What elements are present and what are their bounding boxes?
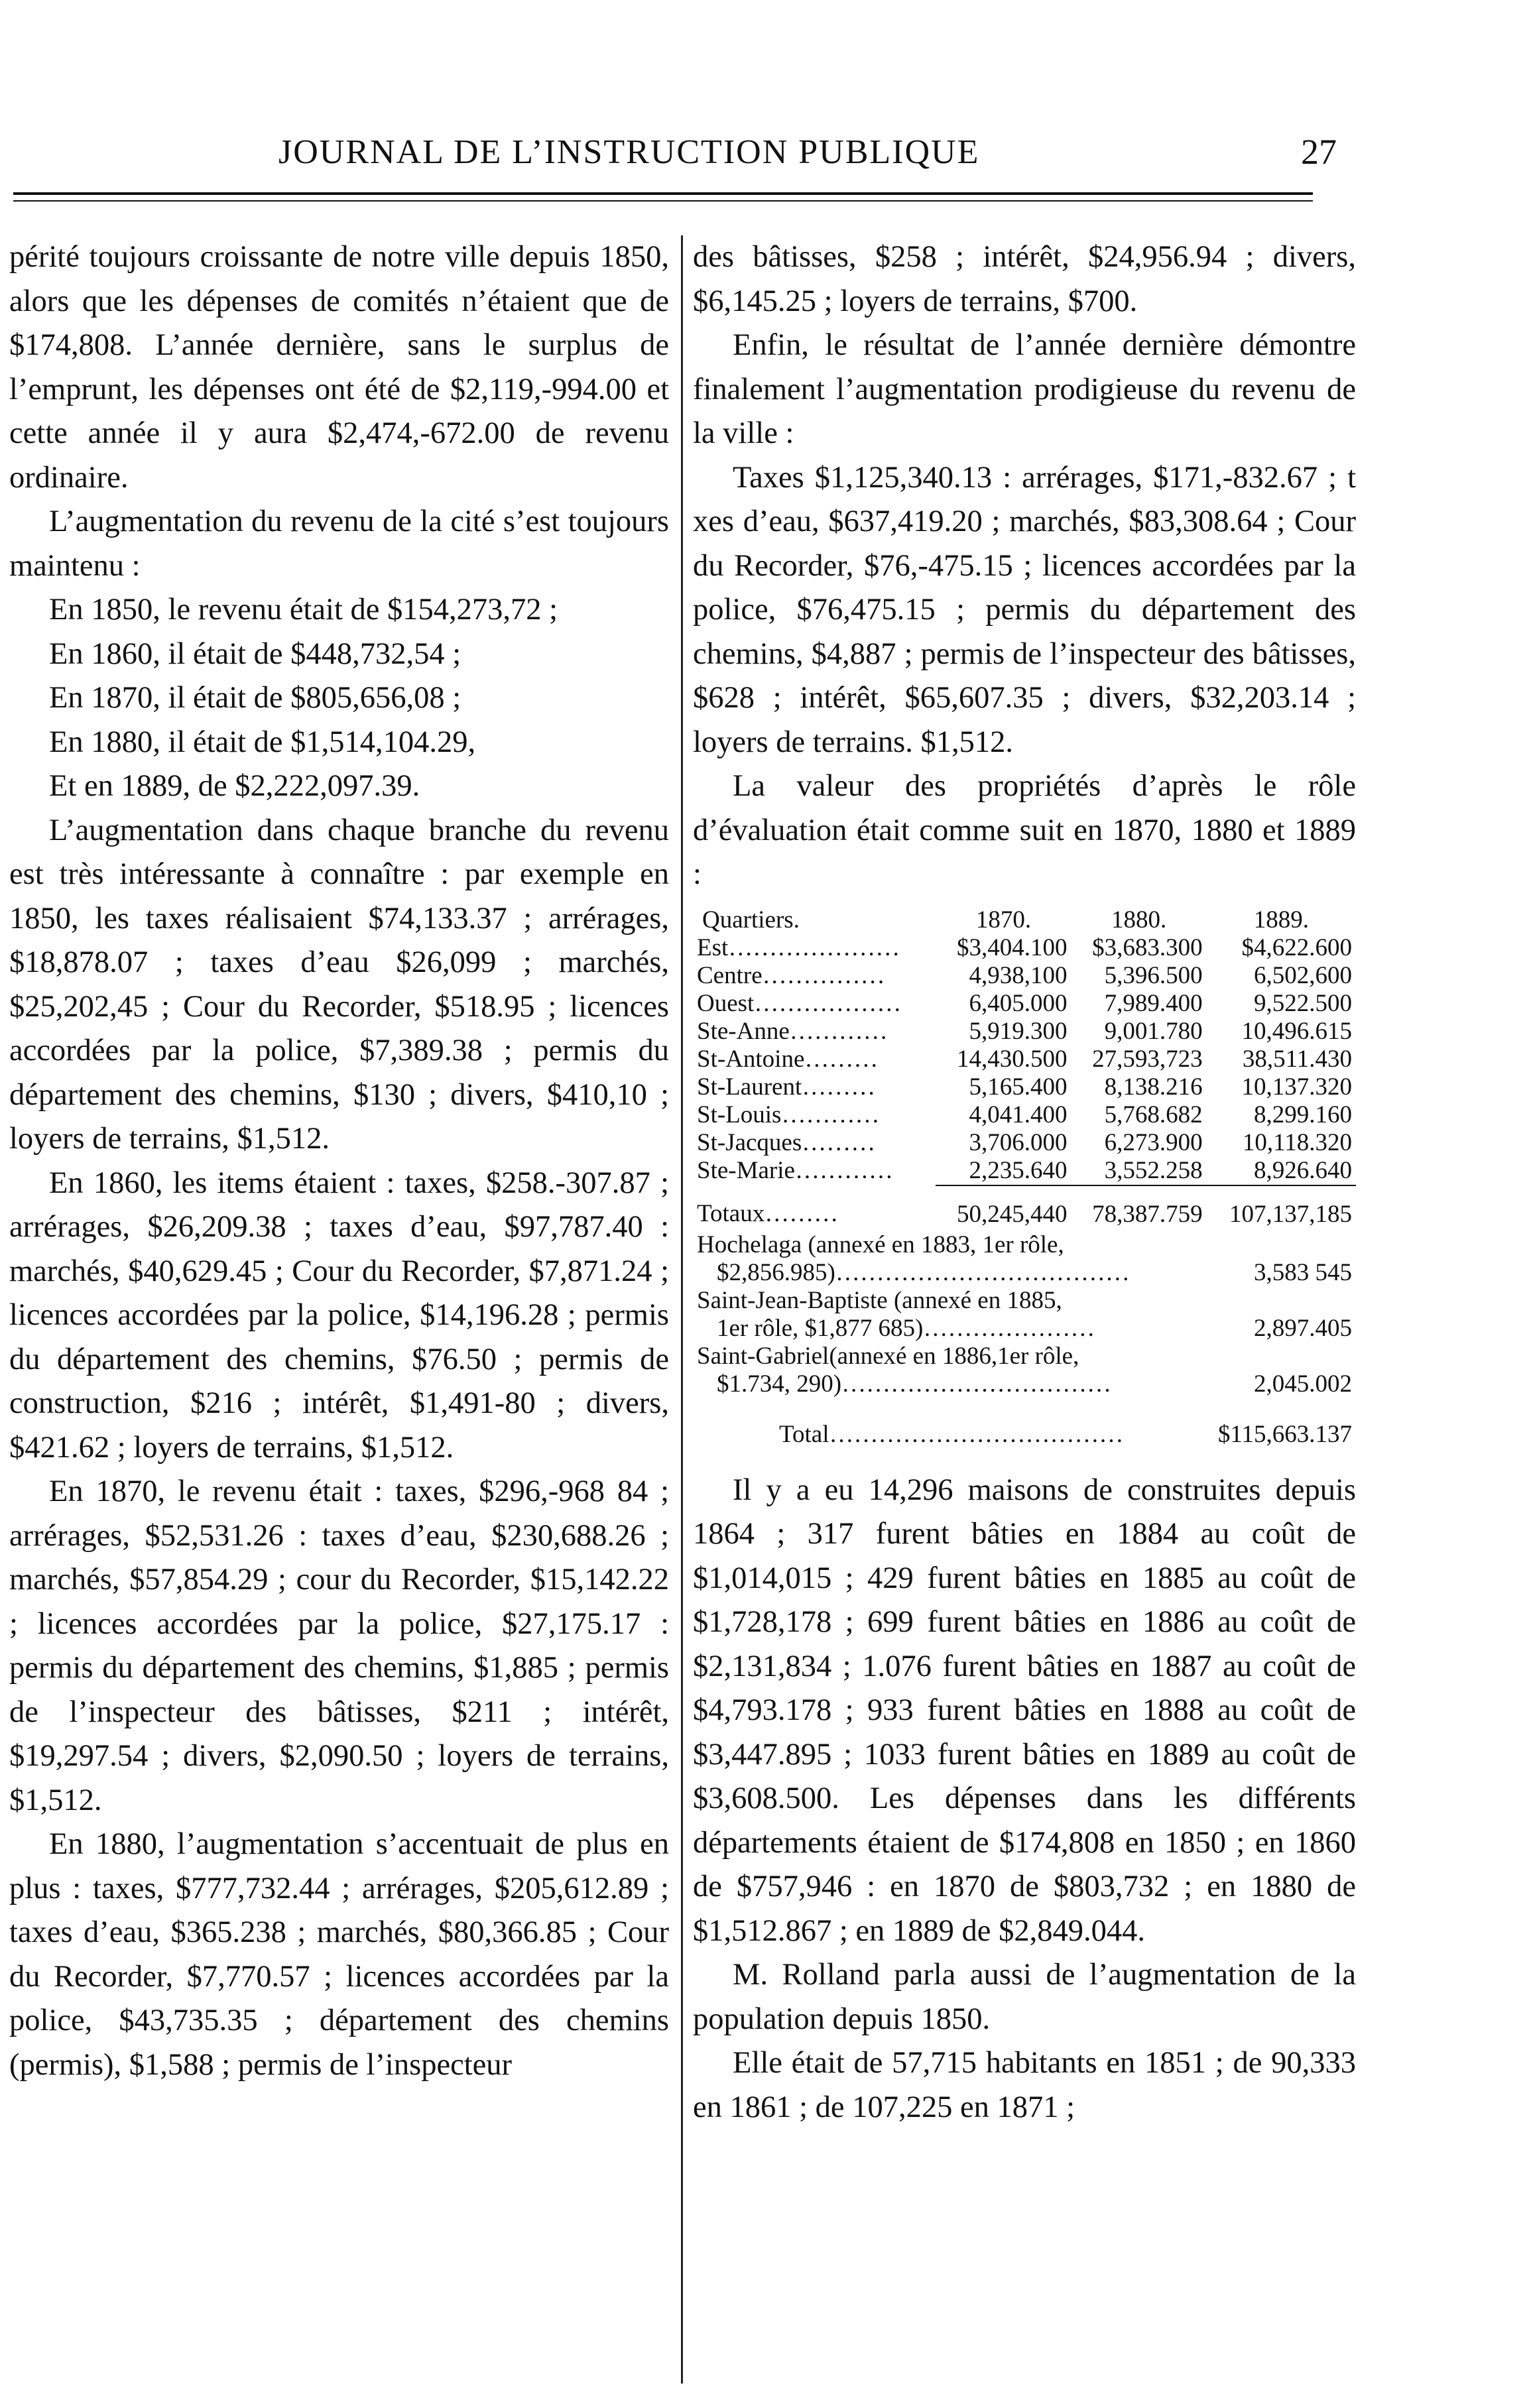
- paragraph: En 1860, les items étaient : taxes, $258.-307.87 ; arrérages, $26,209.38 ; taxes d’eau, $97,787.40 : marchés, $40,629.45 ; Cour du Recorder, $7,871.24 ; licences accordées par la police, $14,196.28 ; permis du département des chemins, $76.50 ; permis de construction, $216 ; intérêt, $1,491-80 ; divers, $421.62 ; loyers de terrains, $1,512.: [9, 1166, 669, 1465]
- value-cell: $3,683.300: [1092, 933, 1203, 961]
- page-header: [0, 119, 1531, 192]
- annexed-label: Saint-Gabriel(annexé en 1886,1er rôle,: [697, 1342, 1079, 1370]
- totals-row: [693, 1185, 1356, 1229]
- table-row: [693, 990, 1356, 1018]
- value-cell: 3,552.258: [1104, 1156, 1203, 1184]
- value-cell: 5,768.682: [1104, 1101, 1203, 1128]
- page-number: 27: [1301, 132, 1337, 172]
- quarter-name: Centre……………: [697, 961, 885, 989]
- paragraph: La valeur des propriétés d’après le rôle d’évaluation était comme suit en 1870, 1880 et 1889 :: [693, 769, 1356, 891]
- column-header: 1870.: [975, 906, 1032, 933]
- quarter-name: Ouest………………: [697, 989, 902, 1017]
- grand-total-value: $115,663.137: [1217, 1420, 1352, 1448]
- annexed-detail: $2,856.985)………………………………: [717, 1258, 1130, 1286]
- table-row: [693, 1046, 1356, 1073]
- paragraph: En 1880, l’augmentation s’accentuait de plus en plus : taxes, $777,732.44 ; arrérages, $205,612.89 ; taxes d’eau, $365.238 ; marchés, $80,366.85 ; Cour du Recorder, $7,770.57 ; licences accordées par la police, $43,735.35 ; département des chemins (permis), $1,588 ; permis de l’inspecteur: [9, 1827, 669, 2082]
- quarter-name: St-Antoine………: [697, 1045, 879, 1073]
- revenue-list-item: En 1860, il était de $448,732,54 ;: [49, 636, 461, 671]
- value-cell: 5,919.300: [969, 1017, 1068, 1045]
- revenue-list-item: En 1880, il était de $1,514,104.29,: [49, 725, 476, 759]
- value-cell: 6,502,600: [1254, 961, 1352, 989]
- column-header: Quartiers.: [702, 906, 800, 933]
- value-cell: 6,273.900: [1104, 1128, 1203, 1156]
- header-rule: [0, 192, 1531, 206]
- paragraph: Enfin, le résultat de l’année dernière démontre finalement l’augmentation prodigieuse du revenu de la ville :: [693, 328, 1356, 450]
- valuation-table: [693, 906, 1356, 1229]
- table-row: [693, 962, 1356, 990]
- paragraph: En 1870, le revenu était : taxes, $296,-968 84 ; arrérages, $52,531.26 : taxes d’eau, $230,688.26 ; marchés, $57,854.29 ; cour du Recorder, $15,142.22 ; licences accordées par la police, $27,175.17 : permis du département des chemins, $1,885 ; permis de l’inspecteur des bâtisses, $211 ; intérêt, $19,297.54 ; divers, $2,090.50 ; loyers de terrains, $1,512.: [9, 1475, 669, 1817]
- quarter-name: Est…………………: [697, 933, 900, 961]
- value-cell: 14,430.500: [957, 1045, 1068, 1073]
- paragraph: Elle était de 57,715 habitants en 1851 ; de 90,333 en 1861 ; de 107,225 en 1871 ;: [693, 2046, 1356, 2124]
- revenue-list-item: En 1850, le revenu était de $154,273,72 ;: [49, 593, 558, 627]
- value-cell: 9,001.780: [1104, 1017, 1203, 1045]
- annexed-label: Hochelaga (annexé en 1883, 1er rôle,: [697, 1231, 1064, 1258]
- quarter-name: St-Louis…………: [697, 1101, 880, 1128]
- grand-total-label: Total………………………………: [779, 1420, 1124, 1448]
- value-cell: 4,041.400: [969, 1101, 1068, 1128]
- quarter-name: St-Laurent………: [697, 1073, 876, 1101]
- annexed-item: [693, 1343, 1356, 1370]
- paragraph: L’augmentation du revenu de la cité s’est toujours maintenu :: [9, 505, 669, 583]
- revenue-list-item: En 1870, il était de $805,656,08 ;: [49, 681, 461, 715]
- value-cell: 27,593,723: [1092, 1045, 1203, 1073]
- totals-label: Totaux………: [697, 1200, 839, 1227]
- left-column: [9, 235, 669, 2370]
- annexed-item-detail: [693, 1370, 1356, 1398]
- table-row: [693, 1018, 1356, 1046]
- grand-total-row: [693, 1421, 1356, 1449]
- column-header: 1889.: [1253, 906, 1309, 933]
- paragraph: des bâtisses, $258 ; intérêt, $24,956.94 ; divers, $6,145.25 ; loyers de terrains, $700.: [693, 240, 1356, 318]
- annexed-value: 2,897.405: [1254, 1314, 1352, 1342]
- value-cell: 10,496.615: [1241, 1017, 1352, 1045]
- annexed-value: 3,583 545: [1254, 1258, 1352, 1286]
- totals-value: 78,387.759: [1072, 1185, 1207, 1229]
- annexed-item: [693, 1231, 1356, 1259]
- value-cell: $3,404.100: [957, 933, 1068, 961]
- value-cell: 6,405.000: [969, 989, 1068, 1017]
- paragraph: M. Rolland parla aussi de l’augmentation de la population depuis 1850.: [693, 1958, 1356, 2036]
- paragraph: L’augmentation dans chaque branche du revenu est très intéressante à connaître : par exemple en 1850, les taxes réalisaient $74,133.37 ; arrérages, $18,878.07 ; taxes d’eau $26,099 ; marchés, $25,202,45 ; Cour du Recorder, $518.95 ; licences accordées par la police, $7,389.38 ; permis du département des chemins, $130 ; divers, $410,10 ; loyers de terrains, $1,512.: [9, 813, 669, 1156]
- annexed-item: [693, 1287, 1356, 1315]
- annexed-detail: $1.734, 290)……………………………: [717, 1370, 1112, 1398]
- annexed-label: Saint-Jean-Baptiste (annexé en 1885,: [697, 1286, 1062, 1314]
- quarter-name: Ste-Marie…………: [697, 1157, 893, 1184]
- value-cell: 8,299.160: [1254, 1101, 1352, 1128]
- annexed-item-detail: [693, 1259, 1356, 1287]
- value-cell: 7,989.400: [1104, 989, 1203, 1017]
- value-cell: 38,511.430: [1242, 1045, 1352, 1073]
- value-cell: 9,522.500: [1254, 989, 1352, 1017]
- running-head: JOURNAL DE L’INSTRUCTION PUBLIQUE: [278, 133, 980, 171]
- value-cell: $4,622.600: [1241, 933, 1352, 961]
- value-cell: 4,938,100: [969, 961, 1068, 989]
- value-cell: 8,926.640: [1254, 1156, 1352, 1184]
- quarter-name: St-Jacques………: [697, 1128, 876, 1156]
- annexed-item-detail: [693, 1315, 1356, 1343]
- value-cell: 3,706.000: [969, 1128, 1068, 1156]
- annexed-detail: 1er rôle, $1,877 685)…………………: [717, 1314, 1095, 1342]
- table-row: [693, 1157, 1356, 1185]
- annexed-list: [693, 1231, 1356, 1398]
- table-row: [693, 1101, 1356, 1129]
- value-cell: 8,138.216: [1104, 1073, 1203, 1101]
- totals-value: 50,245,440: [936, 1185, 1071, 1229]
- value-cell: 10,118.320: [1242, 1128, 1352, 1156]
- paragraph: Taxes $1,125,340.13 : arrérages, $171,-832.67 ; t xes d’eau, $637,419.20 ; marchés, $83,308.64 ; Cour du Recorder, $76,-475.15 ; licences accordées par la police, $76,475.15 ; permis du département des chemins, $4,887 ; permis de l’inspecteur des bâtisses, $628 ; intérêt, $65,607.35 ; divers, $32,203.14 ; loyers de terrains. $1,512.: [693, 460, 1356, 759]
- annexed-value: 2,045.002: [1254, 1370, 1352, 1398]
- value-cell: 5,165.400: [969, 1073, 1068, 1101]
- table-header-row: [693, 906, 1356, 934]
- paragraph: périté toujours croissante de notre ville depuis 1850, alors que les dépenses de comités n’étaient que de $174,808. L’année dernière, sans le surplus de l’emprunt, les dépenses ont été de $2,119,-994.00 et cette année il y aura $2,474,-672.00 de revenu ordinaire.: [9, 240, 669, 495]
- column-header: 1880.: [1111, 906, 1167, 933]
- totals-value: 107,137,185: [1207, 1185, 1356, 1229]
- column-divider: [681, 235, 683, 2383]
- table-row: [693, 1129, 1356, 1157]
- table-row: [693, 934, 1356, 962]
- right-column: [693, 235, 1356, 2370]
- revenue-list-item: Et en 1889, de $2,222,097.39.: [49, 769, 420, 803]
- paragraph: Il y a eu 14,296 maisons de construites depuis 1864 ; 317 furent bâties en 1884 au coût de $1,014,015 ; 429 furent bâties en 1885 au coût de $1,728,178 ; 699 furent bâties en 1886 au coût de $2,131,834 ; 1.076 furent bâties en 1887 au coût de $4,793.178 ; 933 furent bâties en 1888 au coût de $3,447.895 ; 1033 furent bâties en 1889 au coût de $3,608.500. Les dépenses dans les différents départements étaient de $174,808 en 1850 ; en 1860 de $757,946 : en 1870 de $803,732 ; en 1880 de $1,512.867 ; en 1889 de $2,849.044.: [693, 1473, 1356, 1948]
- value-cell: 5,396.500: [1104, 961, 1203, 989]
- quarter-name: Ste-Anne…………: [697, 1017, 888, 1045]
- value-cell: 10,137.320: [1241, 1073, 1352, 1101]
- table-row: [693, 1073, 1356, 1101]
- value-cell: 2,235.640: [969, 1156, 1068, 1184]
